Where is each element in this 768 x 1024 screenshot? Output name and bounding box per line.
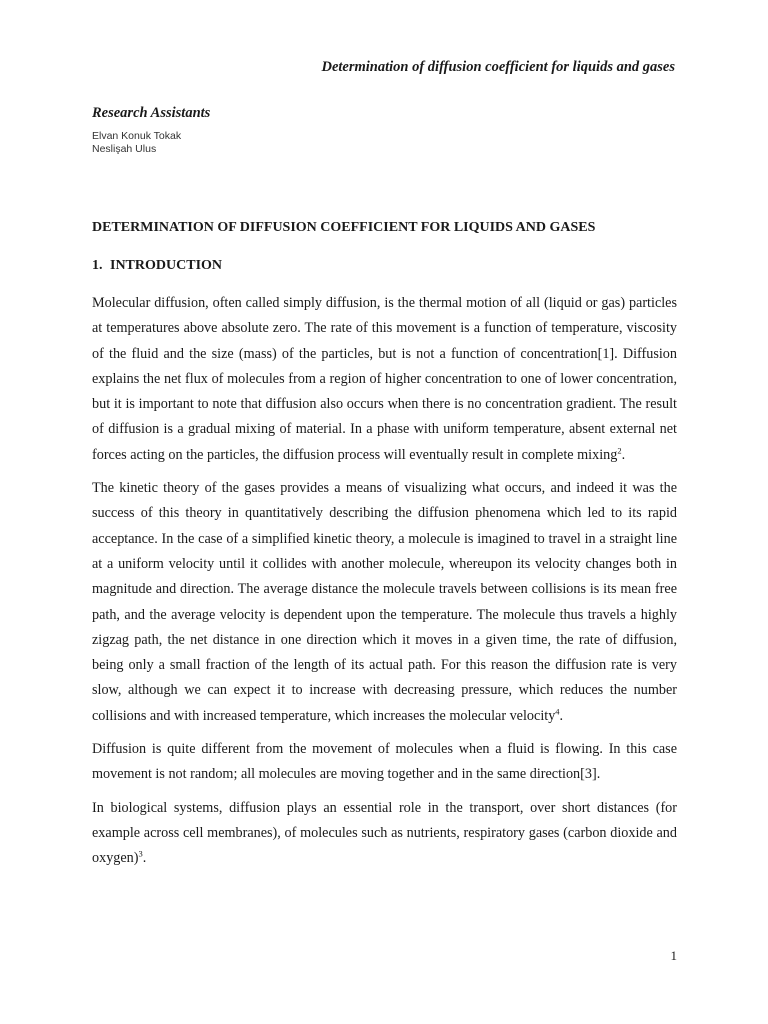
running-header: Determination of diffusion coefficient for liquids and gases	[321, 59, 675, 75]
research-assistants-heading: Research Assistants	[92, 105, 211, 121]
author-name: Neslişah Ulus	[92, 143, 157, 155]
paragraph	[92, 796, 677, 872]
paragraph-text: Diffusion is quite different from the movement of molecules when a fluid is flowing. In this case movement is not random; all molecules are moving together and in the same direction[3].	[92, 741, 677, 783]
paragraph-text: In biological systems, diffusion plays an essential role in the transport, over short distances (for example across cell membranes), of molecules such as nutrients, respiratory gases (carbon dioxide and oxygen)	[92, 799, 677, 867]
paragraph-end: .	[559, 707, 564, 724]
section-number: 1.	[92, 258, 103, 273]
reference-superscript: 2	[617, 445, 622, 456]
author-list	[92, 130, 181, 156]
reference-superscript: 4	[555, 706, 560, 717]
page-number: 1	[670, 948, 677, 963]
paragraph	[92, 476, 677, 729]
paragraph-text: The kinetic theory of the gases provides a means of visualizing what occurs, and indeed it was the success of this theory in quantitatively describing the diffusion phenomena which led to its rapid acceptance. In the case of a simplified kinetic theory, a molecule is imagined to travel in a straight line at a uniform velocity until it collides with another molecule, whereupon its velocity changes both in magnitude and direction. The average distance the molecule travels between collisions is its mean free path, and the average velocity is dependent upon the temperature. The molecule thus travels a highly zigzag path, the net distance in one direction which it moves in a given time, the rate of diffusion, being only a small fraction of the length of its actual path. For this reason the diffusion rate is very slow, although we can expect it to increase with decreasing pressure, which reduces the number collisions and with increased temperature, which increases the molecular velocity	[92, 480, 677, 724]
paragraph-end: .	[621, 446, 626, 463]
paragraph-text: Molecular diffusion, often called simply diffusion, is the thermal motion of all (liquid or gas) particles at temperatures above absolute zero. The rate of this movement is a function of temperature, viscosity of the fluid and the size (mass) of the particles, but is not a function of concentration[1]. Diffusion explains the net flux of molecules from a region of higher concentration to one of lower concentration, but it is important to note that diffusion also occurs when there is no concentration gradient. The result of diffusion is a gradual mixing of material. In a phase with uniform temperature, absent external net forces acting on the particles, the diffusion process will eventually result in complete mixing	[92, 295, 677, 463]
section-heading	[92, 258, 222, 274]
document-title: DETERMINATION OF DIFFUSION COEFFICIENT FOR LIQUIDS AND GASES	[92, 220, 596, 235]
reference-superscript: 3	[138, 848, 143, 859]
section-title: INTRODUCTION	[110, 258, 223, 273]
paragraph-end: .	[142, 850, 147, 867]
body-text	[92, 291, 677, 880]
paragraph	[92, 291, 677, 468]
author-name: Elvan Konuk Tokak	[92, 130, 182, 142]
paragraph	[92, 737, 677, 788]
